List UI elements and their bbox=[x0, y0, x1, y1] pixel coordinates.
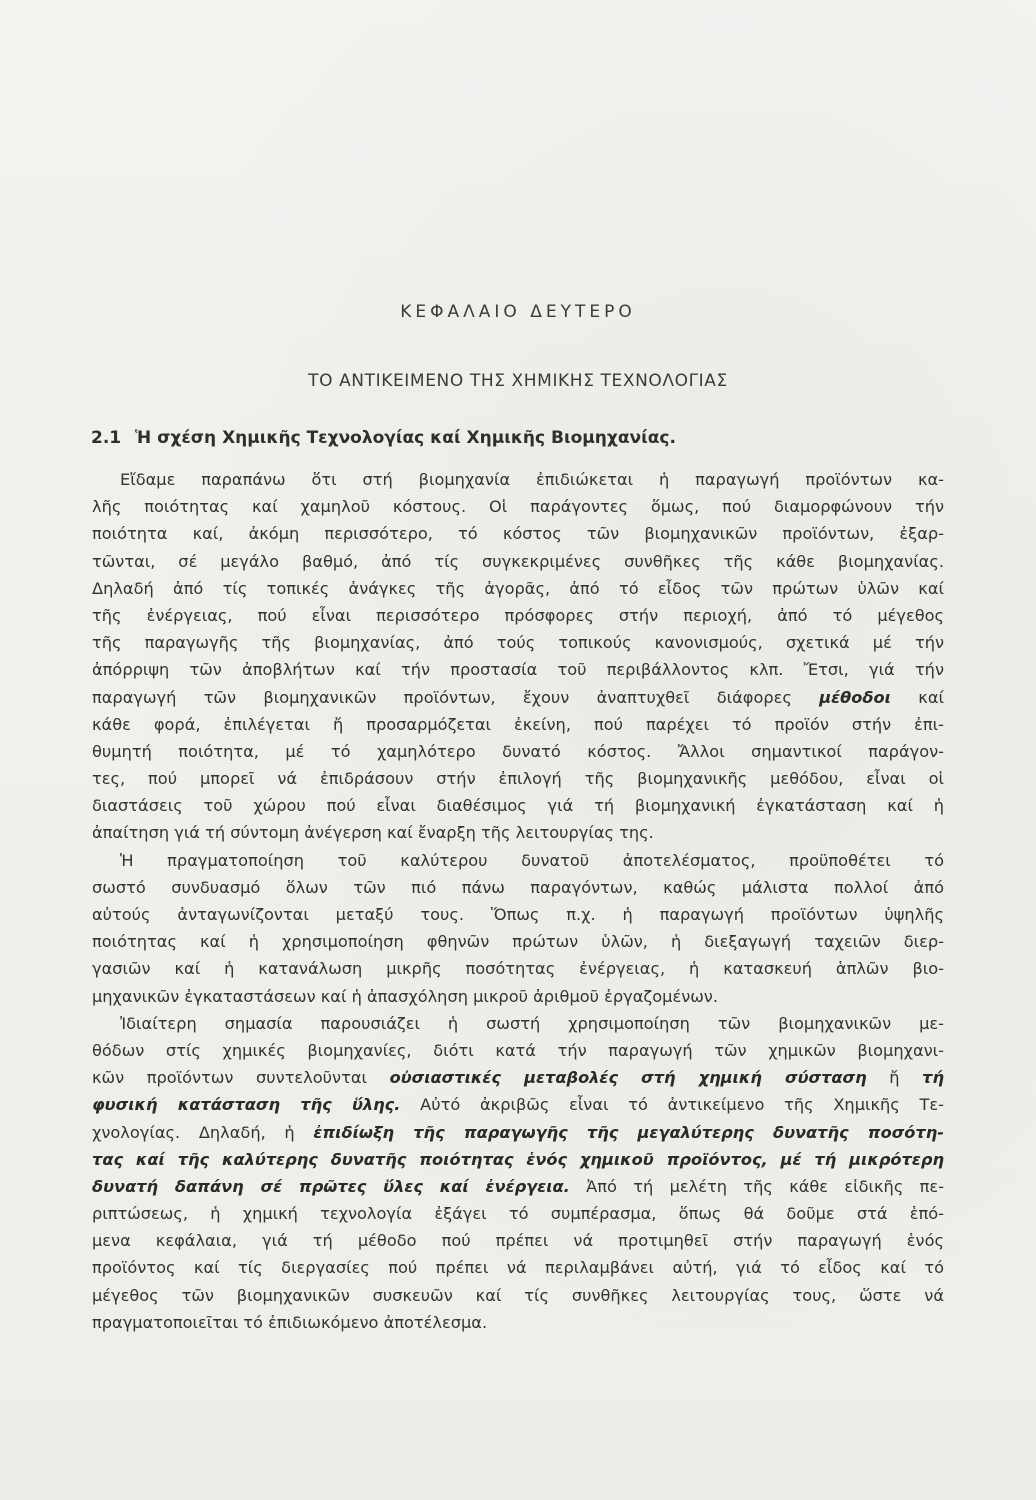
text-line bbox=[92, 928, 944, 955]
emphasis-text: μέθοδοι bbox=[819, 687, 891, 707]
text-line bbox=[92, 629, 944, 656]
text-line bbox=[92, 1200, 944, 1227]
text-line bbox=[92, 1254, 944, 1281]
text-run: τῆς παραγωγῆς τῆς βιομηχανίας, ἀπό τούς τοπικούς κανονισμούς, σχετικά μέ τήν bbox=[92, 633, 944, 653]
text-run: σωστό συνδυασμό ὅλων τῶν πιό πάνω παραγόντων, καθώς μάλιστα πολλοί ἀπό bbox=[92, 877, 944, 897]
text-line bbox=[92, 1064, 944, 1091]
text-line bbox=[92, 520, 944, 547]
paragraph bbox=[92, 466, 944, 847]
text-line bbox=[92, 1119, 944, 1146]
text-run: κῶν προϊόντων συντελοῦνται bbox=[92, 1068, 390, 1088]
emphasis-text: φυσική κατάσταση τῆς ὕλης. bbox=[92, 1095, 401, 1115]
text-run: Ἀπό τή μελέτη τῆς κάθε εἰδικῆς πε- bbox=[569, 1176, 945, 1196]
text-line bbox=[92, 1146, 944, 1173]
text-run: Εἴδαμε παραπάνω ὅτι στή βιομηχανία ἐπιδιώκεται ἡ παραγωγή προϊόντων κα- bbox=[120, 470, 944, 489]
text-run: μηχανικῶν ἐγκαταστάσεων καί ἡ ἀπασχόληση μικροῦ ἀριθμοῦ ἐργαζομένων. bbox=[92, 986, 718, 1006]
text-line bbox=[92, 983, 944, 1010]
text-run: αὐτούς ἀνταγωνίζονται μεταξύ τους. Ὅπως π.χ. ἡ παραγωγή προϊόντων ὑψηλῆς bbox=[92, 905, 944, 924]
text-line bbox=[92, 656, 944, 683]
text-line bbox=[92, 819, 944, 846]
text-line bbox=[92, 602, 944, 629]
text-run: πραγματοποιεῖται τό ἐπιδιωκόμενο ἀποτέλεσμα. bbox=[92, 1312, 488, 1332]
text-run: ποιότητας καί ἡ χρησιμοποίηση φθηνῶν πρώτων ὑλῶν, ἡ διεξαγωγή ταχειῶν διερ- bbox=[92, 932, 944, 952]
text-line bbox=[92, 711, 944, 738]
text-run: ριπτώσεως, ἡ χημική τεχνολογία ἐξάγει τό συμπέρασμα, ὅπως θά δοῦμε στά ἑπό- bbox=[92, 1204, 944, 1224]
text-run: χνολογίας. Δηλαδή, ἡ bbox=[92, 1122, 314, 1142]
text-run: τες, πού μπορεῖ νά ἐπιδράσουν στήν ἐπιλογή τῆς βιομηχανικῆς μεθόδου, εἶναι οἱ bbox=[92, 769, 944, 789]
text-run: ἀπόρριψη τῶν ἀποβλήτων καί τήν προστασία τοῦ περιβάλλοντος κλπ. Ἔτσι, γιά τήν bbox=[92, 660, 944, 680]
body-text bbox=[92, 466, 944, 1336]
text-line bbox=[92, 575, 944, 602]
text-run: τῆς ἐνέργειας, πού εἶναι περισσότερο πρόσφορες στήν περιοχή, ἀπό τό μέγεθος bbox=[92, 605, 944, 625]
emphasis-text: ἐπιδίωξη τῆς παραγωγῆς τῆς μεγαλύτερης δυνατῆς ποσότη- bbox=[313, 1122, 944, 1142]
text-line bbox=[92, 738, 944, 765]
text-line bbox=[92, 1037, 944, 1064]
emphasis-text: οὐσιαστικές μεταβολές στή χημική σύσταση bbox=[389, 1068, 867, 1088]
text-run: Αὐτό ἀκριβῶς εἶναι τό ἀντικείμενο τῆς Χημικῆς Τε- bbox=[400, 1095, 944, 1115]
text-run: παραγωγή τῶν βιομηχανικῶν προϊόντων, ἔχουν ἀναπτυχθεῖ διάφορες bbox=[92, 687, 820, 707]
text-run: τῶνται, σέ μεγάλο βαθμό, ἀπό τίς συγκεκριμένες συνθῆκες τῆς κάθε βιομηχανίας. bbox=[92, 551, 944, 571]
text-run: Δηλαδή ἀπό τίς τοπικές ἀνάγκες τῆς ἀγορᾶς, ἀπό τό εἶδος τῶν πρώτων ὑλῶν καί bbox=[92, 578, 944, 598]
section-title: Ἡ σχέση Χημικῆς Τεχνολογίας καί Χημικῆς Βιομηχανίας. bbox=[135, 428, 676, 448]
emphasis-text: τή bbox=[922, 1068, 945, 1088]
text-run: διαστάσεις τοῦ χώρου πού εἶναι διαθέσιμος γιά τή βιομηχανική ἐγκατάσταση καί ἡ bbox=[92, 796, 944, 816]
text-run: θυμητή ποιότητα, μέ τό χαμηλότερο δυνατό κόστος. Ἄλλοι σημαντικοί παράγον- bbox=[92, 741, 944, 761]
text-line bbox=[92, 792, 944, 819]
text-run: μέγεθος τῶν βιομηχανικῶν συσκευῶν καί τίς συνθῆκες λειτουργίας τους, ὥστε νά bbox=[92, 1285, 944, 1305]
text-line bbox=[92, 548, 944, 575]
text-line bbox=[92, 1309, 944, 1336]
text-run: Ἰδιαίτερη σημασία παρουσιάζει ἡ σωστή χρησιμοποίηση τῶν βιομηχανικῶν με- bbox=[120, 1013, 944, 1033]
text-run: καί bbox=[890, 687, 944, 707]
text-run: ἤ bbox=[866, 1068, 923, 1088]
text-run: ποιότητα καί, ἀκόμη περισσότερο, τό κόστος τῶν βιομηχανικῶν προϊόντων, ἐξαρ- bbox=[92, 524, 944, 544]
text-run: γασιῶν καί ἡ κατανάλωση μικρῆς ποσότητας ἐνέργειας, ἡ κατασκευή ἁπλῶν βιο- bbox=[92, 959, 944, 979]
text-line bbox=[92, 493, 944, 520]
text-run: προϊόντος καί τίς διεργασίες πού πρέπει νά περιλαμβάνει αὐτή, γιά τό εἶδος καί τό bbox=[92, 1258, 944, 1278]
text-run: κάθε φορά, ἐπιλέγεται ἤ προσαρμόζεται ἐκείνη, πού παρέχει τό προϊόν στήν ἐπι- bbox=[92, 714, 944, 734]
text-line bbox=[92, 955, 944, 982]
emphasis-text: τας καί τῆς καλύτερης δυνατῆς ποιότητας ἑνός χημικοῦ προϊόντος, μέ τή μικρότερη bbox=[92, 1149, 944, 1169]
text-line bbox=[92, 1282, 944, 1309]
text-run: λῆς ποιότητας καί χαμηλοῦ κόστους. Οἱ παράγοντες ὅμως, πού διαμορφώνουν τήν bbox=[92, 497, 944, 517]
chapter-title: ΤΟ ΑΝΤΙΚΕΙΜΕΝΟ ΤΗΣ ΧΗΜΙΚΗΣ ΤΕΧΝΟΛΟΓΙΑΣ bbox=[308, 371, 728, 391]
text-line bbox=[92, 765, 944, 792]
text-run: μενα κεφάλαια, γιά τή μέθοδο πού πρέπει νά προτιμηθεῖ στήν παραγωγή ἑνός bbox=[92, 1231, 944, 1251]
text-line bbox=[92, 684, 944, 711]
paragraph bbox=[92, 847, 944, 1010]
text-line bbox=[92, 1227, 944, 1254]
text-run: θόδων στίς χημικές βιομηχανίες, διότι κατά τήν παραγωγή τῶν χημικῶν βιομηχανι- bbox=[92, 1040, 944, 1060]
emphasis-text: δυνατή δαπάνη σέ πρῶτες ὕλες καί ἐνέργεια. bbox=[92, 1176, 570, 1196]
section-heading bbox=[91, 428, 951, 448]
text-line bbox=[92, 1091, 944, 1118]
text-line bbox=[92, 466, 944, 493]
chapter-heading: ΚΕΦΑΛΑΙΟ ΔΕΥΤΕΡΟ bbox=[400, 302, 636, 322]
text-run: Ἡ πραγματοποίηση τοῦ καλύτερου δυνατοῦ ἀποτελέσματος, προϋποθέτει τό bbox=[120, 850, 944, 870]
paragraph bbox=[92, 1010, 944, 1336]
section-number: 2.1 bbox=[91, 428, 122, 448]
text-line bbox=[92, 874, 944, 901]
text-line bbox=[92, 1010, 944, 1037]
text-line bbox=[92, 901, 944, 928]
text-line bbox=[92, 847, 944, 874]
text-run: ἀπαίτηση γιά τή σύντομη ἀνέγερση καί ἔναρξη τῆς λειτουργίας της. bbox=[92, 823, 654, 843]
text-line bbox=[92, 1173, 944, 1200]
